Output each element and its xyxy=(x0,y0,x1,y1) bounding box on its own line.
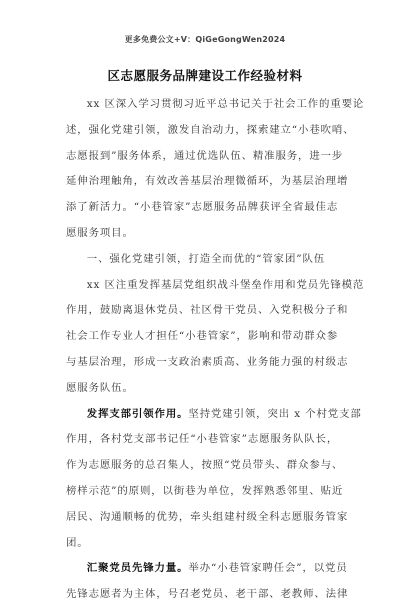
text-line: xx 区深入学习贯彻习近平总书记关于社会工作的重要论 xyxy=(86,98,365,110)
text-run: 坚持党建引领，突出 x 个村党支部 xyxy=(188,407,362,420)
text-line: 与基层治理，形成一支政治素质高、业务能力强的村级志 xyxy=(66,355,349,368)
text-line: xx 区注重发挥基层党组织战斗堡垒作用和党员先锋模范 xyxy=(86,278,365,291)
watermark-header: 更多免费公文+V：QiGeGongWen2024 xyxy=(124,35,286,44)
text-line: 述，强化党建引领，激发自治动力，探索建立“小巷吹哨、 xyxy=(66,123,355,136)
paragraph-section-1 xyxy=(66,273,365,402)
text-line: 团。 xyxy=(66,536,89,549)
text-line: 先锋志愿者为主体，号召老党员、老干部、老教师、法律 xyxy=(66,588,349,601)
section-heading-1 xyxy=(66,247,342,273)
text-run: 举办“小巷管家聘任会”，以党员 xyxy=(188,562,348,575)
text-line: 榜样示范”的原则，以街巷为单位，发挥熟悉邻里、贴近 xyxy=(66,484,344,497)
paragraph-intro xyxy=(66,92,365,247)
heading-line: 一、强化党建引领，打造全而优的“管家团”队伍 xyxy=(86,252,326,265)
text-line: 社会工作专业人才担任“小巷管家”，影响和带动群众参 xyxy=(66,330,339,343)
document-title: 区志愿服务品牌建设工作经验材料 xyxy=(107,68,303,83)
text-line xyxy=(66,402,362,428)
text-line: 愿服务项目。 xyxy=(66,226,134,239)
text-line: 作为志愿服务的总召集人，按照“党员带头、群众参与、 xyxy=(66,459,344,472)
text-line xyxy=(66,556,348,582)
text-line: 愿服务队伍。 xyxy=(66,381,134,394)
text-line: 作用，各村党支部书记任“小巷管家”志愿服务队队长， xyxy=(66,433,339,446)
bold-lead: 汇聚党员先锋力量。 xyxy=(86,562,189,575)
paragraph-party-vanguard xyxy=(66,556,349,608)
text-line: 添了新活力。“小巷管家”志愿服务品牌获评全省最佳志 xyxy=(66,201,339,214)
text-line: 作用，鼓励离退休党员、社区骨干党员、入党积极分子和 xyxy=(66,304,349,317)
bold-lead: 发挥支部引领作用。 xyxy=(86,407,189,420)
text-line: 志愿报到”服务体系，通过优选队伍、精准服务，进一步 xyxy=(66,149,344,162)
paragraph-branch-leadership xyxy=(66,402,362,557)
text-line: 延伸治理触角，有效改善基层治理微循环，为基层治理增 xyxy=(66,175,349,188)
text-line: 居民、沟通顺畅的优势，牵头组建村级全科志愿服务管家 xyxy=(66,510,349,523)
document-body xyxy=(66,92,365,608)
